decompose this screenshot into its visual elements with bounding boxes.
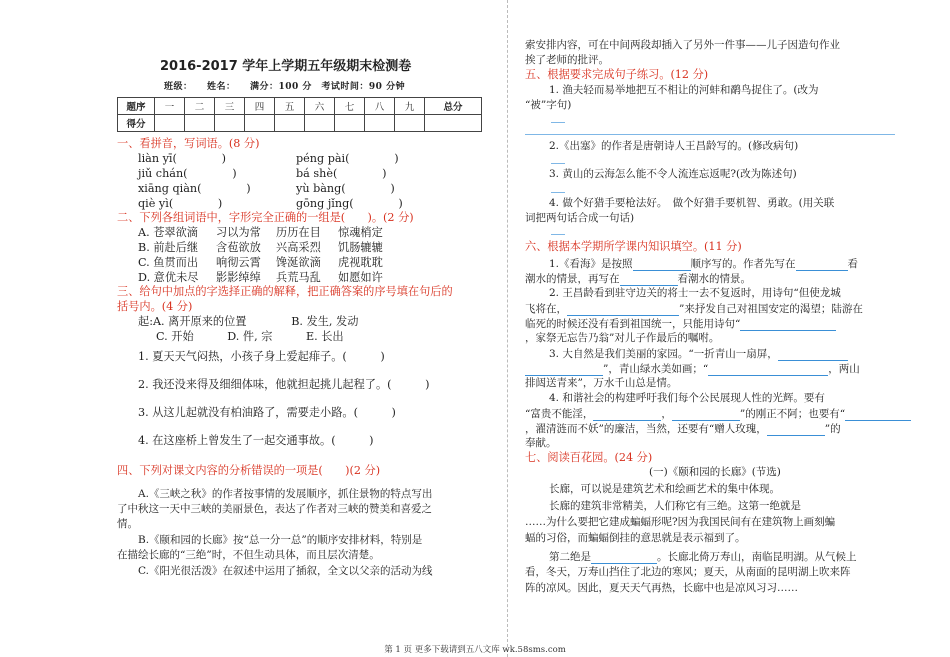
passage-line: 看，冬天，万寿山挡住了北边的寒风；夏天，从南面的昆明湖上吹来阵 [525,566,851,578]
passage-text: 第二绝是 [549,551,591,563]
blank[interactable] [593,406,661,421]
blank[interactable] [672,406,740,421]
fill-line [525,301,863,316]
pinyin-item: péng pài( ) [296,152,399,165]
score-cell: 三 [215,98,245,115]
score-input[interactable] [365,115,395,132]
fill-text: 顺序写的。作者先写在 [690,258,796,270]
option-word: B. 前赴后继 [138,241,199,254]
paragraph-line: 在描绘长廊的“三绝”时，不但生动具体，而且层次清楚。 [117,549,380,561]
passage-line: 长廊，可以说是建筑艺术和绘画艺术的集中体现。 [549,483,780,495]
score-input[interactable] [305,115,335,132]
score-input[interactable] [245,115,275,132]
paragraph-line: 了中秋这一天中三峡的美丽景色，表达了作者对三峡的赞美和喜爱之 [117,503,432,515]
paragraph-line: A.《三峡之秋》的作者按事情的发展顺序，抓住景物的特点写出 [138,488,433,500]
score-table-header-row [118,98,482,115]
fill-line [549,346,848,361]
option-word: 兴高采烈 [276,241,321,254]
option-word: D. 意优未尽 [138,271,199,284]
blank[interactable] [633,256,691,271]
score-input[interactable] [155,115,185,132]
option-word: 饥肠辘辘 [338,241,383,254]
blank[interactable] [796,256,848,271]
paragraph-line: B.《颐和园的长廊》按“总一分一总”的顺序安排材料，特别是 [138,534,423,546]
blank[interactable] [767,421,825,436]
page-title: 2016-2017 学年上学期五年级期末检测卷 [160,59,412,74]
section-3-heading-cont: 括号内。(4 分) [117,300,193,313]
question-item: 2.《出塞》的作者是唐朝诗人王昌龄写的。(修改病句) [549,140,799,152]
fill-text: ”的 [824,423,841,435]
answer-line[interactable] [551,234,565,235]
answer-line[interactable] [551,163,565,164]
option-word: 惊魂梢定 [338,226,383,239]
paragraph-line: 情。 [117,518,138,530]
fill-line [525,361,860,376]
section-4-heading: 四、下列对课文内容的分析错误的一项是( )(2 分) [117,464,381,477]
fill-line: 排闼送青来”，万水千山总是情。 [525,377,678,389]
score-table-score-row [118,115,482,132]
fill-text: 3. 大自然是我们美丽的家园。“一折青山一扇屏， [549,348,778,360]
fill-text: 潮水的情景，再写在 [525,273,620,285]
pinyin-item: qiè yì( ) [138,197,223,210]
answer-line[interactable] [551,192,565,193]
passage-line: 阵的凉风。因此，夏天天气再热，长廊中也是凉风习习…… [525,582,798,594]
fill-text: ”来抒发自己对祖国安定的渴望；陆游在 [679,303,863,315]
fill-line [525,406,911,421]
score-cell: 题序 [118,98,155,115]
pinyin-item: bá shè( ) [296,167,387,180]
question-item: 1. 渔夫轻而易举地把互不相让的河蚌和鹬鸟捉住了。(改为 [549,84,819,96]
question-item: 3. 黄山的云海怎么能不令人流连忘返呢?(改为陈述句) [549,168,797,180]
fill-line [549,256,858,271]
page-footer: 第 1 页 更多下载请到五八文库 wk.58sms.com [384,645,566,655]
blank[interactable] [708,361,828,376]
fill-text: ”，青山绿水美如画；“ [603,363,709,375]
question-item: 2. 我还没来得及细细体味，他就担起挑儿起程了。( ) [138,378,430,391]
fill-line [525,421,841,436]
option-word: A. 苍翠欲滴 [138,226,198,239]
score-input[interactable] [395,115,425,132]
section-7-heading: 七、阅读百花园。(24 分) [525,451,653,464]
fill-text: “富贵不能淫， [525,408,594,420]
question-item: 4. 在这座桥上曾发生了一起交通事故。( ) [138,434,374,447]
fill-text: ”的刚正不阿；也要有“ [739,408,846,420]
pinyin-item: xiāng qiàn( ) [138,182,251,195]
option-word: 兵荒马乱 [276,271,321,284]
passage-title: (一)《颐和园的长廊》(节选) [649,466,781,478]
option-word: 影影绰绰 [216,271,261,284]
option-word: 历历在目 [276,226,321,239]
definition-options: C. 开始 D. 件, 宗 E. 长出 [156,330,344,343]
blank[interactable] [778,346,848,361]
fill-text: 临死的时候还没有看到祖国统一，只能用诗句“ [525,318,741,330]
fill-text: 看潮水的情景。 [677,273,751,285]
pinyin-item: jiǔ chán( ) [138,167,237,180]
option-word: 习以为常 [216,226,261,239]
score-cell: 得分 [118,115,155,132]
question-item: 4. 做个好猎手要枪法好。 做个好猎手要机智、勇敢。(用关联 [549,197,835,209]
fill-line: 奉献。 [525,437,557,449]
blank[interactable] [845,406,911,421]
fill-line: 4. 和谐社会的构建呼吁我们每个公民展现人性的光辉。要有 [549,392,825,404]
score-cell: 七 [335,98,365,115]
answer-line[interactable] [525,134,895,135]
pinyin-item: yù bàng( ) [296,182,395,195]
exam-info: 班级： 姓名： 满分：100 分 考试时间：90 分钟 [164,82,406,92]
score-table [117,97,482,132]
blank[interactable] [740,316,836,331]
pinyin-item: gōng jǐng( ) [296,197,403,210]
answer-line[interactable] [551,122,565,123]
section-6-heading: 六、根据本学期所学课内知识填空。(11 分) [525,240,742,253]
pinyin-item: liàn yī( ) [138,152,226,165]
blank[interactable] [525,361,603,376]
section-1-heading: 一、看拼音，写词语。(8 分) [117,137,260,150]
section-3-heading: 三、给句中加点的字选择正确的解释，把正确答案的序号填在句后的 [117,285,453,298]
fill-line: 2. 王昌龄看到驻守边关的将士一去不复返时，用诗句“但使龙城 [549,287,841,299]
passage-line: 蝠的习俗，而蝙蝠倒挂的意思就是表示福到了。 [525,532,746,544]
score-input[interactable] [335,115,365,132]
score-cell: 八 [365,98,395,115]
score-cell: 六 [305,98,335,115]
passage-line: 长廊的建筑非常精美，人们称它有三绝。这第一绝就是 [549,500,801,512]
fill-line [525,271,751,286]
column-divider [507,0,508,657]
fill-text: 1.《看海》是按照 [549,258,633,270]
paragraph-line: 挨了老师的批评。 [525,54,609,66]
section-2-heading: 二、下列各组词语中，字形完全正确的一组是( )。(2 分) [117,211,414,224]
fill-line [525,316,836,331]
score-input[interactable] [215,115,245,132]
fill-text: ， [661,408,672,420]
question-item: 1. 夏天天气闷热，小孩子身上爱起痱子。( ) [138,350,385,363]
score-input[interactable] [425,115,482,132]
section-5-heading: 五、根据要求完成句子练习。(12 分) [525,68,709,81]
definition-options: 起:A. 离开原来的位置 B. 发生, 发动 [138,315,359,328]
option-word: 虎视耽耽 [338,256,383,269]
option-word: 如愿如许 [338,271,383,284]
blank[interactable] [567,301,679,316]
fill-text: ，两山 [828,363,860,375]
paragraph-line: 索安排内容，可在中间两段却插入了另外一件事——儿子因造句作业 [525,39,840,51]
option-word: 响彻云霄 [216,256,261,269]
question-item: 词把两句话合成一句话) [525,212,635,224]
passage-text: 。长廊北倚万寿山，南临昆明湖。从气候上 [657,551,857,563]
question-item: “被”字句) [525,99,572,111]
fill-text: 飞将在， [525,303,567,315]
score-input[interactable] [275,115,305,132]
fill-line: ，家祭无忘告乃翁”对儿子作最后的嘱咐。 [525,332,720,344]
score-cell: 总分 [425,98,482,115]
fill-text: 看 [847,258,859,270]
fill-text: ，濯清涟而不妖”的廉洁，当然，还要有“赠人玫瑰， [525,423,767,435]
question-item: 3. 从这儿起就没有柏油路了，需要走小路。( ) [138,406,396,419]
score-cell: 一 [155,98,185,115]
score-cell: 四 [245,98,275,115]
score-input[interactable] [185,115,215,132]
blank[interactable] [620,271,678,286]
option-word: C. 鱼贯而出 [138,256,199,269]
blank[interactable] [591,549,657,564]
passage-line: ……为什么要把它建成蝙蝠形呢?因为我国民间有在建筑物上画刻蝙 [525,516,836,528]
score-cell: 九 [395,98,425,115]
paragraph-line: C.《阳光很活泼》在叙述中运用了插叙，全文以父亲的活动为线 [138,565,433,577]
passage-line [549,549,857,564]
score-cell: 五 [275,98,305,115]
option-word: 馋涎欲滴 [276,256,321,269]
option-word: 含苞欲放 [216,241,261,254]
score-cell: 二 [185,98,215,115]
